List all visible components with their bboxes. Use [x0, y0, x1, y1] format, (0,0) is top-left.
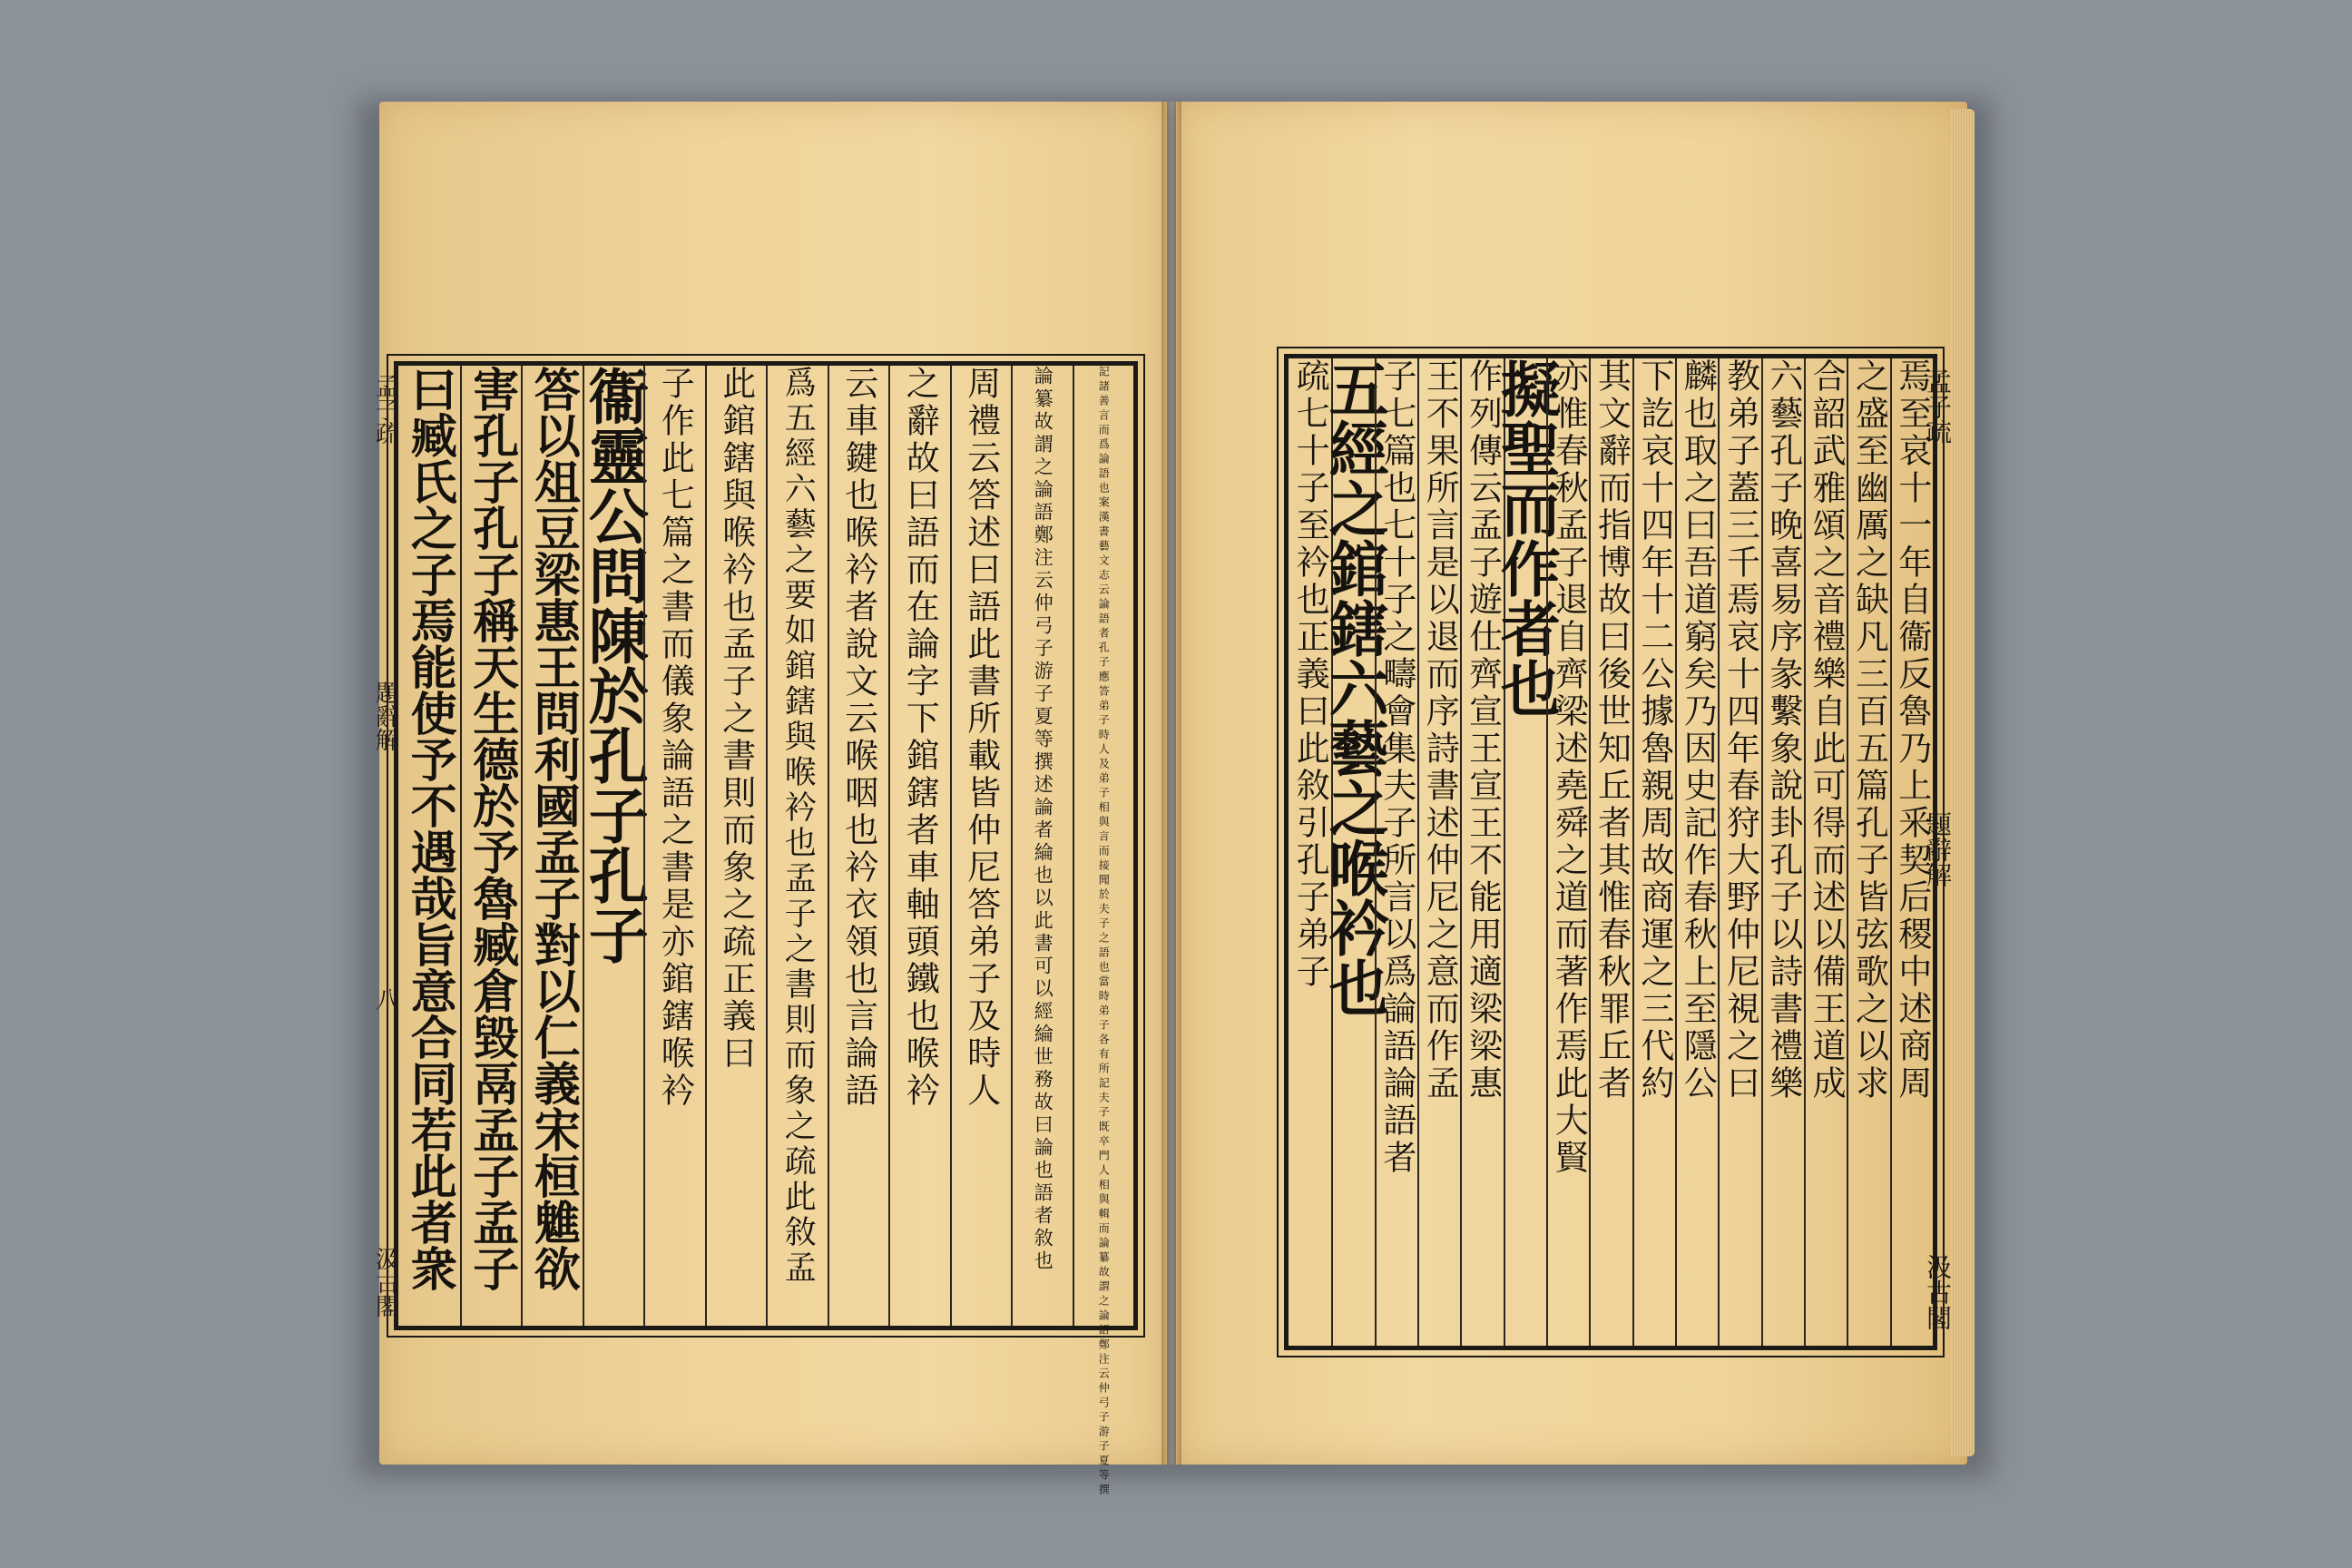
- left-side-title: 孟子疏: [371, 374, 399, 445]
- text-column: [1546, 358, 1589, 1346]
- column-text: 之盛至幽厲之缺凡三百五篇孔子皆弦歌之以求: [1849, 358, 1889, 1102]
- text-column: [521, 366, 583, 1326]
- column-text: 云車鍵也喉衿者說文云喉咽也衿衣領也言論語: [838, 366, 878, 1110]
- column-text: 王不果所言是以退而序詩書述仲尼之意而作孟: [1420, 358, 1460, 1102]
- left-text-frame: [394, 361, 1138, 1498]
- left-columns: [398, 366, 1133, 1498]
- column-text: 曰臧氏之子焉能使予不遇哉旨意合同若此者衆: [402, 366, 457, 1291]
- right-side-foot: 汲古閣: [1923, 1254, 1953, 1330]
- text-column: [578, 366, 650, 1326]
- column-text: 此錧鎋與喉衿也孟子之書則而象之疏正義曰: [716, 366, 756, 1073]
- right-text-frame: [1284, 354, 1937, 1350]
- column-text: 衞靈公問陳於孔子孔子: [578, 366, 650, 965]
- text-column: [643, 366, 705, 1326]
- column-text: 記諸善言而爲論語也案漢書藝文志云論語者孔子應答弟子時人及弟子相與言而接聞於夫子之語也當時弟子各有所記夫子既卒門人相與輯而論纂故謂之論語鄭注云仲弓子游子夏等撰: [1097, 366, 1111, 1498]
- column-text: 麟也取之曰吾道窮矣乃因史記作春秋上至隱公: [1678, 358, 1718, 1102]
- left-side-foot: 汲古閣: [371, 1247, 399, 1318]
- column-text: 六藝孔子晚喜易序彖繫象說卦孔子以詩書禮樂: [1763, 358, 1803, 1102]
- text-column: [398, 366, 460, 1326]
- column-text: 焉至哀十一年自衞反魯乃上釆契后稷中述商周: [1892, 358, 1932, 1102]
- text-column: [1011, 366, 1073, 1326]
- text-column: [705, 366, 767, 1326]
- column-text: 作列傳云孟子遊仕齊宣王宣王不能用適梁梁惠: [1463, 358, 1503, 1102]
- left-side-subtitle: 題辭解: [371, 681, 399, 751]
- column-text: 答以俎豆梁惠王問利國孟子對以仁義宋桓魋欲: [525, 366, 581, 1291]
- left-side-folio: 八: [371, 987, 399, 1011]
- text-column: [888, 366, 950, 1326]
- right-margin-heading: [1922, 368, 1953, 1330]
- column-text: 疏七十子至衿也正義曰此敘引孔子弟子: [1290, 358, 1330, 991]
- text-column: [1417, 358, 1460, 1346]
- column-text: 其文辭而指博故曰後世知丘者其惟春秋罪丘者: [1592, 358, 1632, 1102]
- column-text: 周禮云答述曰語此書所載皆仲尼答弟子及時人: [961, 366, 1001, 1110]
- text-column: [1589, 358, 1632, 1346]
- left-margin-heading: [372, 374, 399, 1318]
- text-column: [1490, 358, 1562, 1346]
- column-text: 下訖哀十四年十二公據魯親周故商運之三代約: [1634, 358, 1674, 1102]
- text-column: [1761, 358, 1804, 1346]
- right-side-title: 孟子疏: [1923, 368, 1953, 445]
- text-column: [1375, 358, 1417, 1346]
- column-text: 之辭故曰語而在論字下錧鎋者車軸頭鐵也喉衿: [900, 366, 940, 1110]
- column-text: 子七篇也七十子之疇會集夫子所言以爲論語論語者: [1377, 358, 1416, 1177]
- column-text: 合韶武雅頌之音禮樂自此可得而述以備王道成: [1807, 358, 1847, 1102]
- column-text: 子作此七篇之書而儀象論語之書是亦錧鎋喉衿: [655, 366, 695, 1110]
- column-text: 害孔子孔子稱天生德於予魯臧倉毀鬲孟子孟子: [464, 366, 519, 1291]
- text-column: [950, 366, 1012, 1326]
- right-side-subtitle: 題辭解: [1923, 811, 1953, 887]
- text-column: [766, 366, 828, 1326]
- right-columns: [1289, 358, 1933, 1346]
- book-gutter: [1161, 102, 1181, 1465]
- text-column: [460, 366, 522, 1326]
- text-column: [1073, 366, 1134, 1498]
- text-column: [1718, 358, 1760, 1346]
- column-text: 教弟子蓋三千焉哀十四年春狩大野仲尼視之曰: [1720, 358, 1760, 1102]
- text-column: [1632, 358, 1675, 1346]
- column-text: 五經之錧鎋六藝之喉衿也: [1318, 358, 1390, 1017]
- text-column: [1675, 358, 1718, 1346]
- column-text: 論纂故謂之論語鄭注云仲弓子游子夏等撰述論者綸也以此書可以經綸世務故曰論也語者敘也: [1032, 366, 1054, 1273]
- column-text: 亦惟春秋孟子退自齊梁述堯舜之道而著作焉此大賢: [1549, 358, 1589, 1177]
- text-column: [1847, 358, 1889, 1346]
- column-text: 爲五經六藝之要如錧鎋與喉衿也孟子之書則而象之疏此敘孟: [779, 366, 817, 1286]
- text-column: [1804, 358, 1847, 1346]
- column-text: 擬聖而作者也: [1490, 358, 1562, 718]
- text-column: [1318, 358, 1390, 1346]
- text-column: [828, 366, 889, 1326]
